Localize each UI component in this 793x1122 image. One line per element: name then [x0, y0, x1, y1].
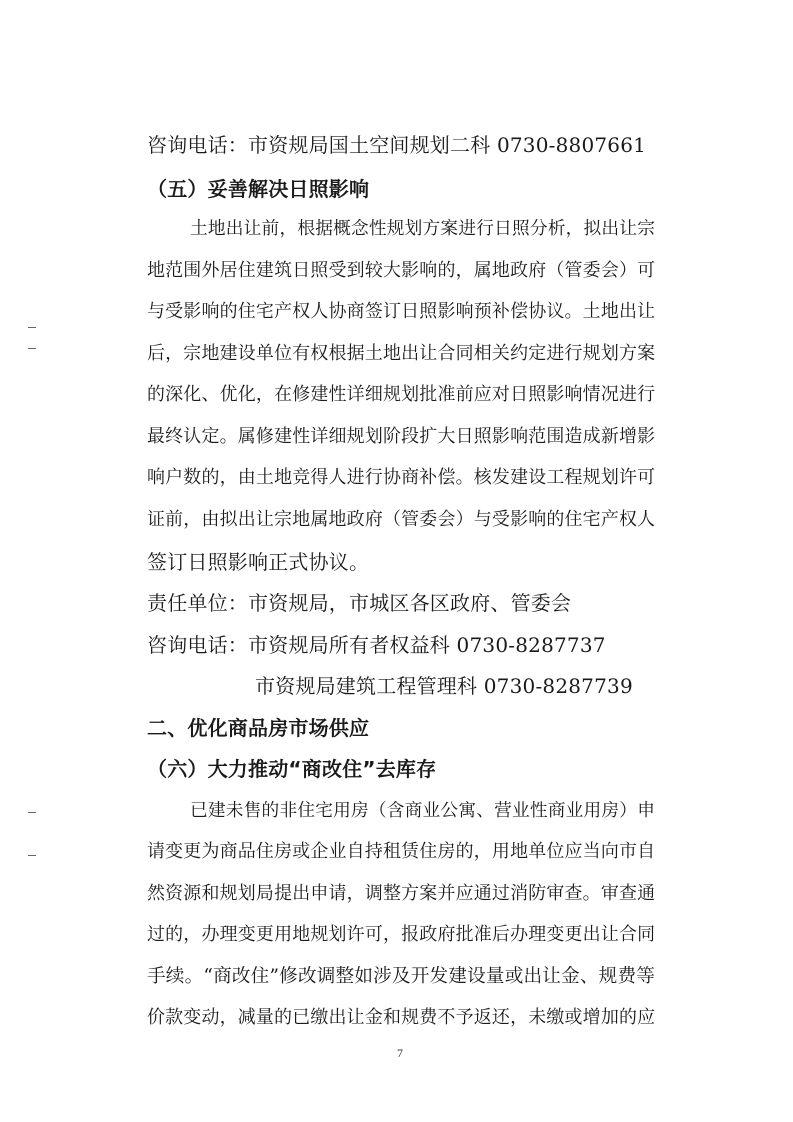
paragraph-line: 价款变动，减量的已缴出让金和规费不予返还，未缴或增加的应	[147, 1007, 656, 1028]
paragraph-line: 证前，由拟出让宗地属地政府（管委会）与受影响的住宅产权人	[147, 509, 656, 530]
contact-phone-line: 咨询电话：市资规局国土空间规划二科 0730-8807661	[147, 133, 647, 157]
contact-phone-line: 咨询电话：市资规局所有者权益科 0730-8287737	[147, 633, 606, 657]
paragraph-line: 已建未售的非住宅用房（含商业公寓、营业性商业用房）申	[190, 801, 656, 821]
responsible-unit-line: 责任单位：市资规局，市城区各区政府、管委会	[147, 591, 572, 615]
paragraph-line: 签订日照影响正式协议。	[147, 550, 370, 574]
paragraph-line: 过的，办理变更用地规划许可，报政府批准后办理变更出让合同	[147, 924, 656, 945]
paragraph-line: 然资源和规划局提出申请，调整方案并应通过消防审查。审查通	[147, 883, 656, 904]
paragraph-line: 最终认定。属修建性详细规划阶段扩大日照影响范围造成新增影	[147, 426, 656, 447]
margin-mark	[28, 327, 36, 328]
chapter-heading: 二、优化商品房市场供应	[147, 716, 370, 740]
section-heading: （五）妥善解决日照影响	[147, 177, 370, 201]
paragraph-line: 请变更为商品住房或企业自持租赁住房的，用地单位应当向市自	[147, 841, 656, 862]
paragraph-line: 地范围外居住建筑日照受到较大影响的，属地政府（管委会）可	[147, 260, 656, 281]
section-heading: （六）大力推动“商改住”去库存	[147, 757, 437, 781]
contact-phone-line: 市资规局建筑工程管理科 0730-8287739	[255, 674, 633, 698]
paragraph-line: 响户数的，由土地竞得人进行协商补偿。核发建设工程规划许可	[147, 467, 656, 488]
paragraph-line: 土地出让前，根据概念性规划方案进行日照分析，拟出让宗	[190, 219, 656, 239]
paragraph-line: 后，宗地建设单位有权根据土地出让合同相关约定进行规划方案	[147, 343, 656, 364]
paragraph-line: 手续。“商改住”修改调整如涉及开发建设量或出让金、规费等	[147, 966, 656, 987]
paragraph-line: 的深化、优化，在修建性详细规划批准前应对日照影响情况进行	[147, 384, 656, 405]
paragraph-line: 与受影响的住宅产权人协商签订日照影响预补偿协议。土地出让	[147, 301, 656, 322]
page-number: 7	[397, 1046, 403, 1060]
